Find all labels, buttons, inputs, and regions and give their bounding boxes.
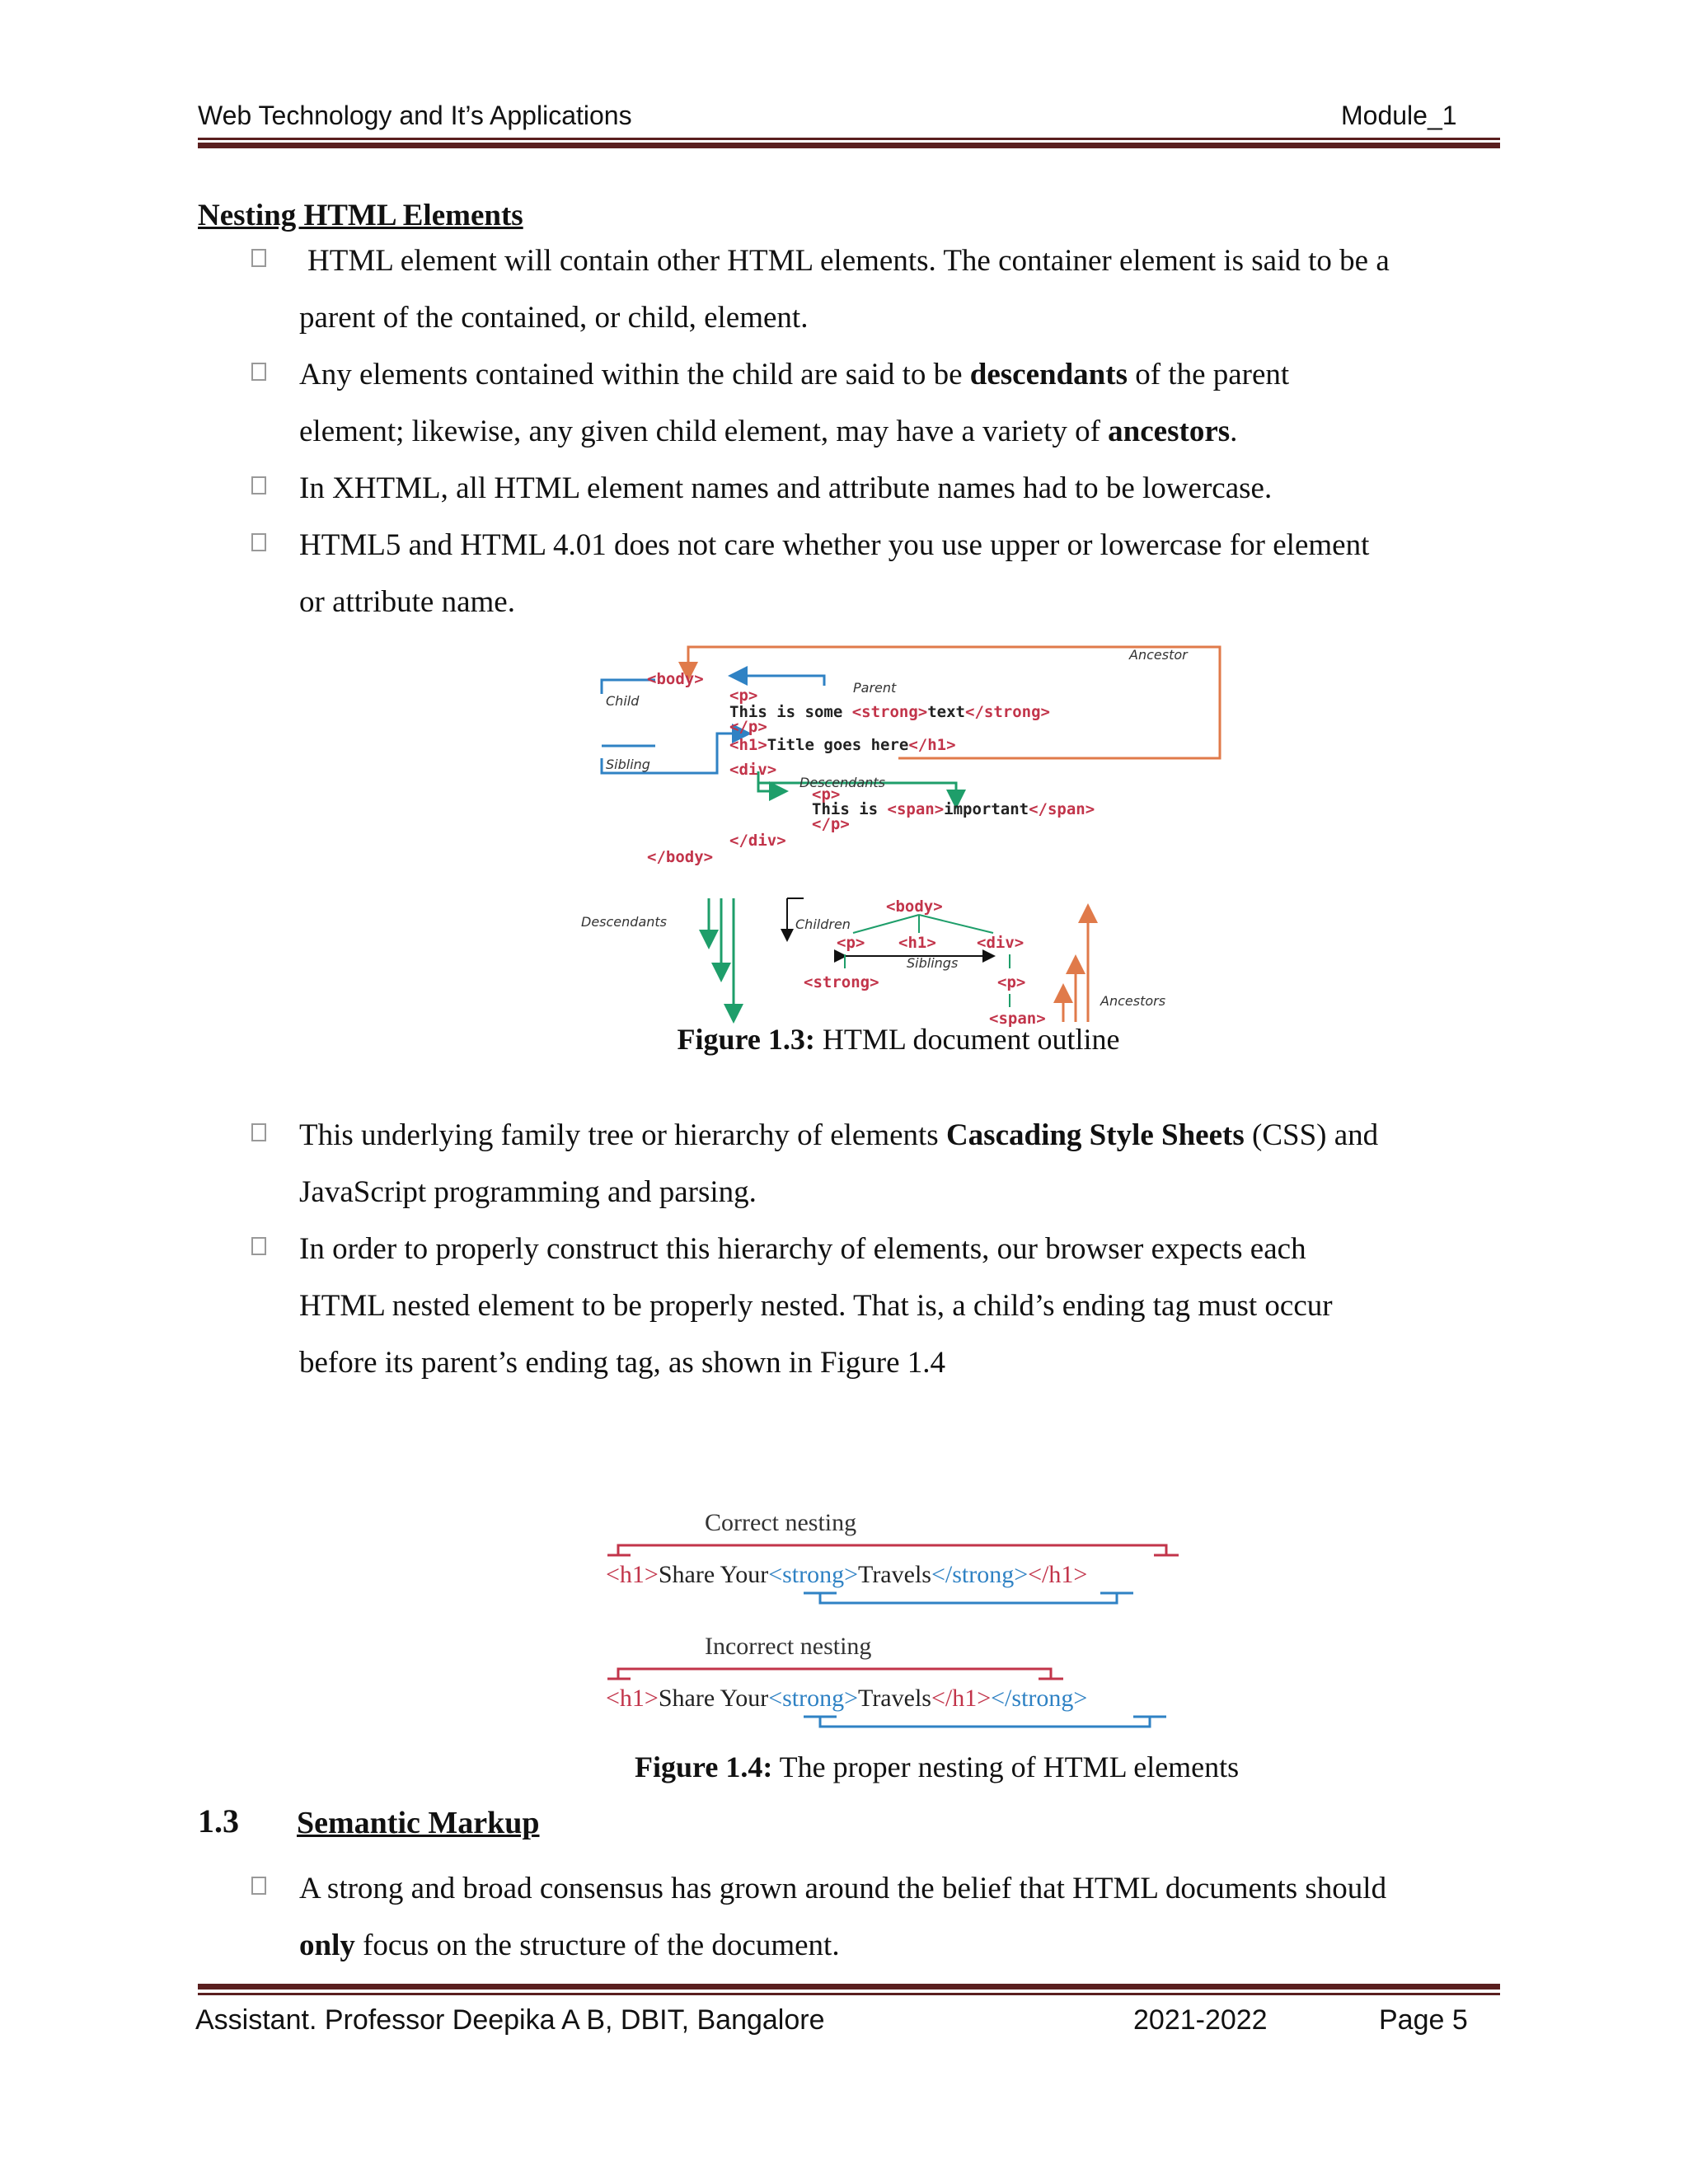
svg-text:</body>: </body> (647, 848, 714, 866)
svg-text:<p>: <p> (729, 687, 758, 705)
bullet-text: HTML nested element to be properly nested. That is, a child’s ending tag must occur (299, 1289, 1333, 1323)
svg-text:<span>: <span> (989, 1010, 1046, 1028)
svg-text:<h1>Share Your<strong>Travels<: <h1>Share Your<strong>Travels</h1></strong> (606, 1685, 1088, 1712)
svg-text:<p>: <p> (837, 934, 865, 952)
label-siblings: Siblings (907, 955, 959, 971)
svg-text:<strong>: <strong> (804, 973, 879, 991)
bullet-text: parent of the contained, or child, element. (299, 301, 809, 335)
bullet-text: or attribute name. (299, 585, 515, 619)
bullet-box-icon (251, 1123, 266, 1141)
emphasis-only: only (299, 1929, 355, 1962)
svg-text:<body>: <body> (886, 898, 943, 916)
bullet-text: HTML5 and HTML 4.01 does not care whether you use upper or lowercase for element (299, 528, 1370, 562)
label-ancestors: Ancestors (1100, 993, 1166, 1009)
label-sibling: Sibling (606, 757, 650, 772)
bullet-box-icon (251, 533, 266, 551)
svg-text:<body>: <body> (647, 670, 704, 688)
emphasis-css: Cascading Style Sheets (945, 1118, 1245, 1152)
svg-text:This is <span>important</span>: This is <span>important</span> (812, 800, 1095, 818)
label-ancestor: Ancestor (1129, 647, 1188, 663)
bullet-box-icon (251, 476, 266, 494)
svg-text:<p>: <p> (997, 973, 1026, 991)
section-number: 1.3 (198, 1802, 239, 1840)
label-parent: Parent (853, 680, 897, 696)
bullet-box-icon (251, 363, 266, 381)
header-rule-thin (198, 138, 1500, 140)
svg-text:</p>: </p> (812, 815, 850, 833)
svg-text:<h1>Title goes here</h1>: <h1>Title goes here</h1> (729, 736, 956, 754)
section-title-semantic: Semantic Markup (297, 1806, 540, 1840)
svg-text:</div>: </div> (729, 832, 786, 850)
figure-1-4-diagram (606, 1504, 1282, 1735)
footer-rule-thin (198, 1993, 1500, 1995)
svg-text:</p>: </p> (729, 718, 767, 736)
bullet-text: In order to properly construct this hierarchy of elements, our browser expects each (299, 1232, 1306, 1266)
figure-1-3-diagram (569, 635, 1228, 1030)
bullet-text: HTML element will contain other HTML elements. The container element is said to be a (307, 244, 1390, 278)
svg-text:<div>: <div> (729, 761, 777, 779)
header-rule-thick (198, 143, 1500, 148)
bullet-box-icon (251, 1237, 266, 1255)
bullet-text: This underlying family tree or hierarchy of elements Cascading Style Sheets (CSS) and (299, 1118, 1379, 1152)
figure-1-3-caption: Figure 1.3: HTML document outline (677, 1023, 1120, 1056)
section-title-nesting: Nesting HTML Elements (198, 199, 523, 232)
label-descendants-top: Descendants (799, 775, 885, 790)
bullet-text: element; likewise, any given child element, may have a variety of ancestors. (299, 415, 1238, 448)
header-title: Web Technology and It’s Applications (198, 101, 632, 130)
svg-text:This is some <strong>text</str: This is some <strong>text</strong> (729, 703, 1050, 721)
svg-text:<div>: <div> (977, 934, 1025, 952)
svg-text:<h1>Share Your<strong>Travels<: <h1>Share Your<strong>Travels</strong></h1> (606, 1561, 1088, 1588)
bullet-box-icon (251, 249, 266, 267)
footer-rule-thick (198, 1984, 1500, 1990)
figure-1-4-caption: Figure 1.4: The proper nesting of HTML elements (635, 1750, 1240, 1783)
footer-year: 2021-2022 (1133, 2004, 1268, 2036)
bullet-text: A strong and broad consensus has grown around the belief that HTML documents should (299, 1872, 1387, 1905)
svg-text:<h1>: <h1> (898, 934, 936, 952)
bullet-text: before its parent’s ending tag, as shown in Figure 1.4 (299, 1346, 946, 1380)
label-children: Children (795, 916, 851, 932)
incorrect-nesting-title: Incorrect nesting (705, 1633, 872, 1660)
bullet-text: JavaScript programming and parsing. (299, 1175, 757, 1209)
emphasis-descendants: descendants (969, 358, 1128, 391)
bullet-text: In XHTML, all HTML element names and attribute names had to be lowercase. (299, 471, 1273, 505)
correct-nesting-title: Correct nesting (705, 1509, 857, 1536)
svg-text:<p>: <p> (812, 785, 841, 804)
label-child: Child (606, 693, 640, 709)
bullet-text: only focus on the structure of the document. (299, 1929, 840, 1962)
bullet-text: Any elements contained within the child are said to be descendants of the parent (299, 358, 1290, 391)
header-module: Module_1 (1341, 101, 1457, 130)
bullet-box-icon (251, 1877, 266, 1895)
footer-author: Assistant. Professor Deepika A B, DBIT, Bangalore (195, 2004, 825, 2036)
label-descendants: Descendants (581, 914, 667, 930)
footer-page: Page 5 (1379, 2004, 1468, 2036)
emphasis-ancestors: ancestors (1108, 415, 1231, 448)
